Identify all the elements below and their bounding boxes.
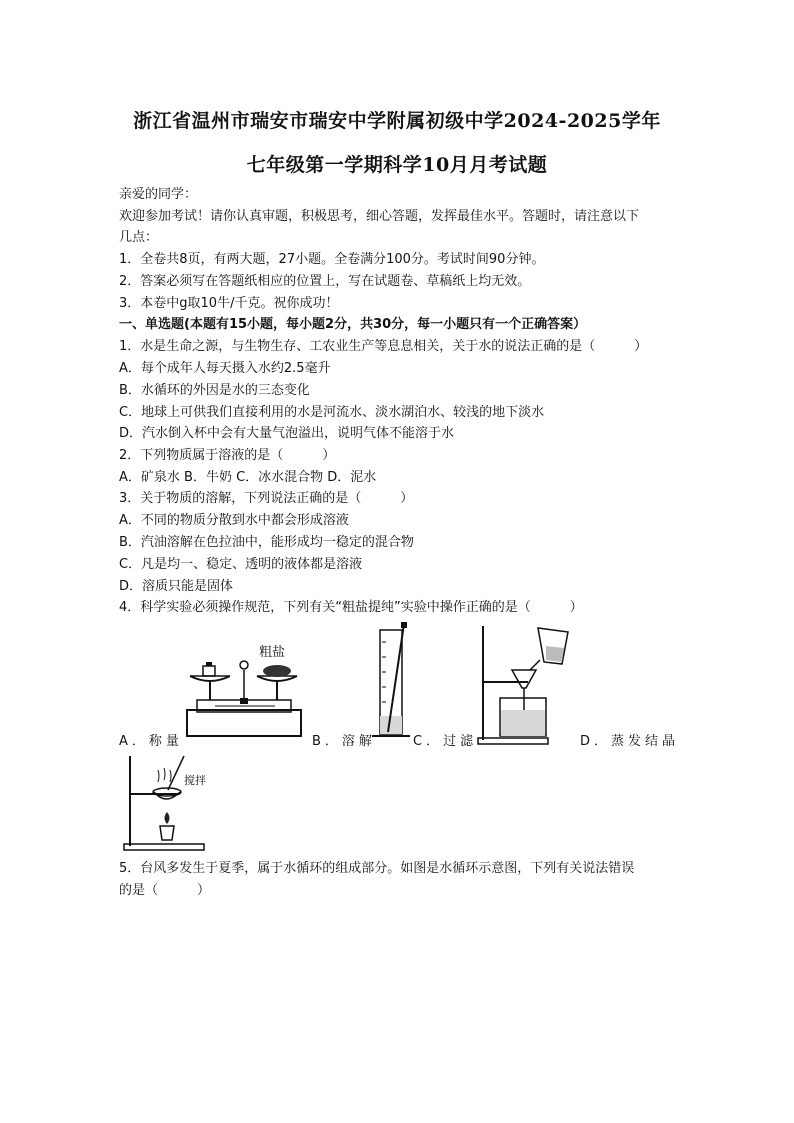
q3-option-a: A．不同的物质分散到水中都会形成溶液	[119, 513, 349, 528]
cylinder-figure	[370, 622, 414, 740]
greeting: 亲爱的同学：	[119, 187, 198, 202]
title-line-2: 七年级第一学期科学10月月考试题	[246, 154, 548, 176]
q3-option-b: B．汽油溶解在色拉油中，能形成均一稳定的混合物	[119, 535, 414, 550]
q1-option-a: A．每个成年人每天摄入水约2.5毫升	[119, 361, 331, 376]
q4-stem: 4．科学实验必须操作规范，下列有关“粗盐提纯”实验中操作正确的是（ ）	[119, 600, 583, 615]
evaporation-figure	[124, 752, 216, 852]
q3-stem: 3．关于物质的溶解，下列说法正确的是（ ）	[119, 491, 414, 506]
q1-option-d: D．汽水倒入杯中会有大量气泡溢出，说明气体不能溶于水	[119, 426, 455, 441]
q2-stem: 2．下列物质属于溶液的是（ ）	[119, 448, 336, 463]
note-2: 2．答案必须写在答题纸相应的位置上，写在试题卷、草稿纸上均无效。	[119, 274, 531, 289]
q1-stem: 1．水是生命之源，与生物生存、工农业生产等息息相关，关于水的说法正确的是（ ）	[119, 339, 648, 354]
section-header: 一、单选题(本题有15小题，每小题2分，共30分，每一小题只有一个正确答案）	[119, 317, 587, 332]
q4-label-c: C．过滤	[413, 734, 478, 749]
q3-option-d: D．溶质只能是固体	[119, 579, 234, 594]
filtration-figure	[478, 622, 574, 746]
balance-figure	[185, 640, 305, 740]
q4-label-a: A．称量	[119, 734, 183, 749]
title-line-1: 浙江省温州市瑞安市瑞安中学附属初级中学2024-2025学年	[133, 110, 661, 132]
q4-label-d: D．蒸发结晶	[580, 734, 680, 749]
q1-option-c: C．地球上可供我们直接利用的水是河流水、淡水湖泊水、较浅的地下淡水	[119, 405, 545, 420]
fig-d-text: 搅拌	[184, 774, 206, 787]
q2-options: A．矿泉水 B．牛奶 C．冰水混合物 D．泥水	[119, 470, 377, 485]
note-3: 3．本卷中g取10牛/千克。祝你成功！	[119, 296, 339, 311]
note-1: 1．全卷共8页，有两大题，27小题。全卷满分100分。考试时间90分钟。	[119, 252, 545, 267]
welcome-text-cont: 几点：	[119, 230, 159, 245]
q4-label-b: B．溶解	[312, 734, 376, 749]
q1-option-b: B．水循环的外因是水的三态变化	[119, 383, 310, 398]
welcome-text: 欢迎参加考试！请你认真审题，积极思考，细心答题，发挥最佳水平。答题时，请注意以下	[119, 209, 640, 224]
q5-stem-cont: 的是（ ）	[119, 883, 211, 898]
fig-a-text: 粗盐	[259, 645, 286, 660]
q5-stem: 5．台风多发生于夏季，属于水循环的组成部分。如图是水循环示意图，下列有关说法错误	[119, 861, 635, 876]
q3-option-c: C．凡是均一、稳定、透明的液体都是溶液	[119, 557, 363, 572]
